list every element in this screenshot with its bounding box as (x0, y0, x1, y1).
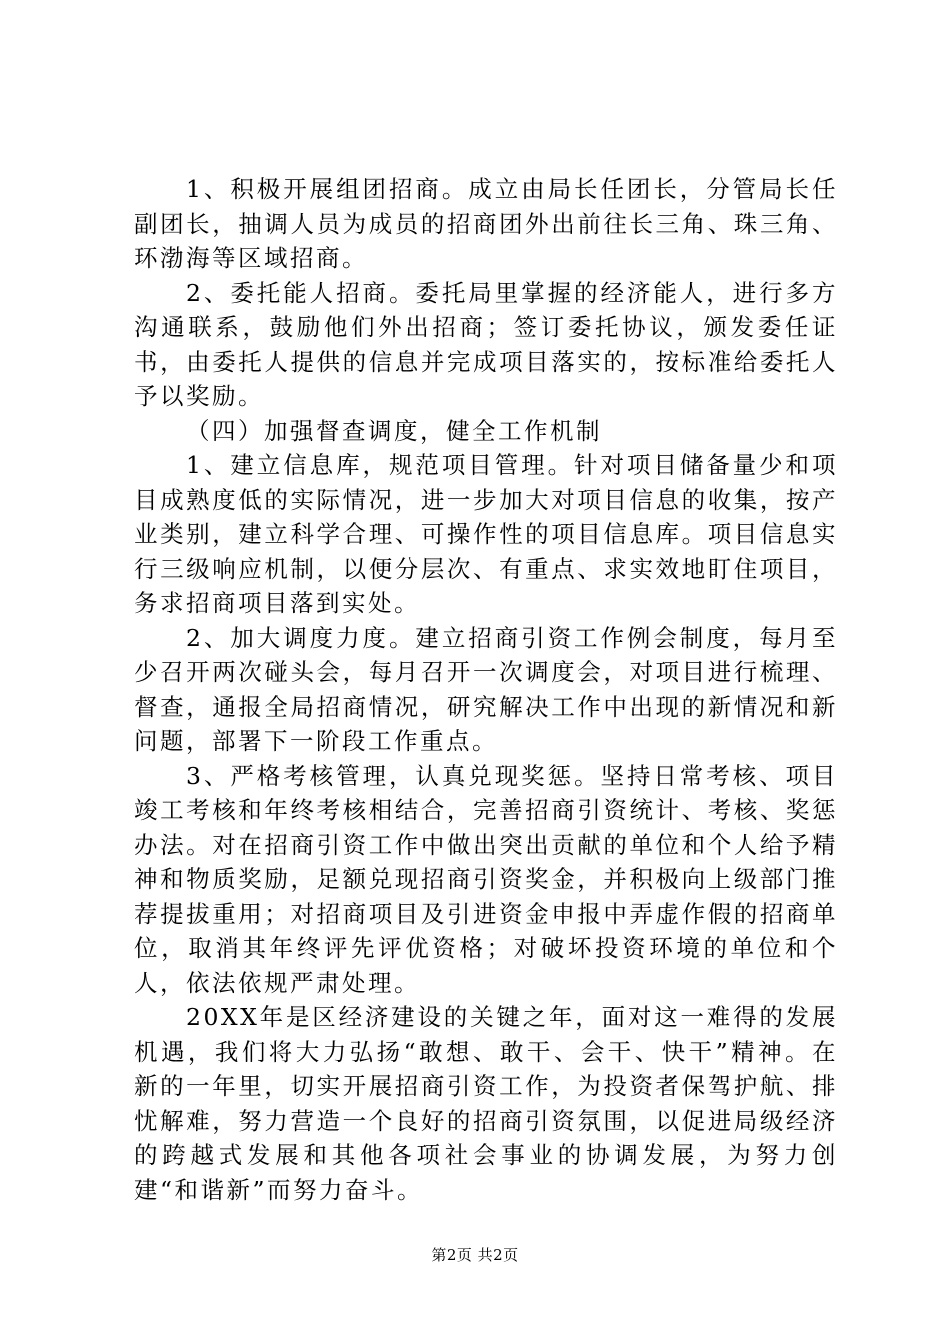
paragraph-scheduling: 2、加大调度力度。建立招商引资工作例会制度，每月至少召开两次碰头会，每月召开一次调度会，对项目进行梳理、督查，通报全局招商情况，研究解决工作中出现的新情况和新问题，部署下一阶段工作重点。 (134, 623, 838, 755)
paragraph-group-investment: 1、积极开展组团招商。成立由局长任团长，分管局长任副团长，抽调人员为成员的招商团外出前往长三角、珠三角、环渤海等区域招商。 (134, 175, 838, 272)
document-body (134, 172, 838, 1207)
paragraph-entrusted-investment: 2、委托能人招商。委托局里掌握的经济能人，进行多方沟通联系，鼓励他们外出招商；签订委托协议，颁发委任证书，由委托人提供的信息并完成项目落实的，按标准给委托人予以奖励。 (134, 278, 838, 410)
paragraph-information-database: 1、建立信息库，规范项目管理。针对项目储备量少和项目成熟度低的实际情况，进一步加大对项目信息的收集，按产业类别，建立科学合理、可操作性的项目信息库。项目信息实行三级响应机制，以便分层次、有重点、求实效地盯住项目，务求招商项目落到实处。 (134, 451, 838, 617)
paragraph-assessment: 3、严格考核管理，认真兑现奖惩。坚持日常考核、项目竣工考核和年终考核相结合，完善招商引资统计、考核、奖惩办法。对在招商引资工作中做出突出贡献的单位和个人给予精神和物质奖励，足额兑现招商引资奖金，并积极向上级部门推荐提拔重用；对招商项目及引进资金申报中弄虚作假的招商单位，取消其年终评先评优资格；对破坏投资环境的单位和个人，依法依规严肃处理。 (134, 761, 838, 997)
section-heading-supervision: （四）加强督查调度，健全工作机制 (186, 416, 602, 445)
page-footer (0, 1245, 950, 1265)
paragraph-conclusion: 20XX年是区经济建设的关键之年，面对这一难得的发展机遇，我们将大力弘扬“敢想、敢干、会干、快干”精神。在新的一年里，切实开展招商引资工作，为投资者保驾护航、排忧解难，努力营造一个良好的招商引资氛围，以促进局级经济的跨越式发展和其他各项社会事业的协调发展，为努力创建“和谐新”而努力奋斗。 (134, 1003, 838, 1204)
page-number: 第2页 共2页 (431, 1246, 519, 1264)
